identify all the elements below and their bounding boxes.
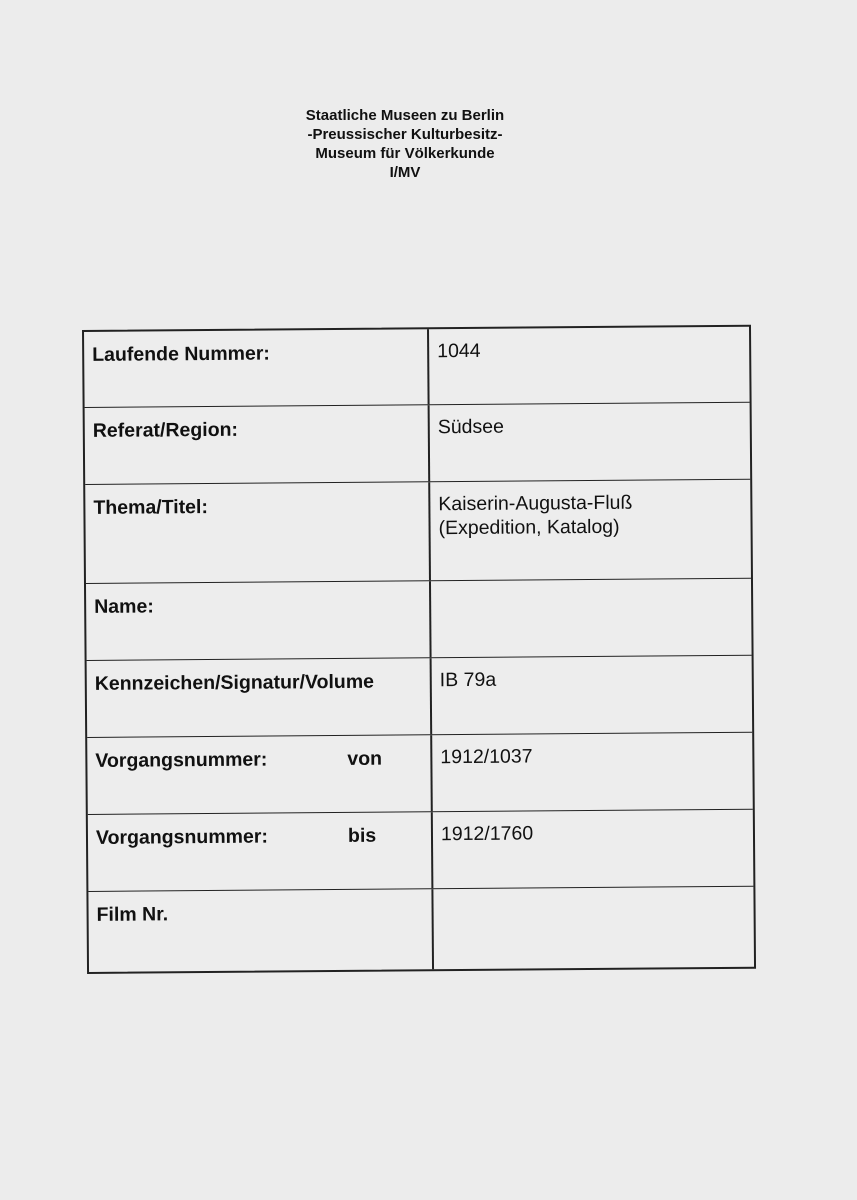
value-kennzeichen: IB 79a	[439, 668, 497, 692]
table-row-name	[86, 579, 752, 661]
value-thema-titel	[430, 480, 751, 581]
label-thema-titel: Thema/Titel:	[85, 482, 431, 583]
label-laufende-nummer: Laufende Nummer:	[84, 329, 430, 407]
label-vorgangsnummer-von	[87, 735, 433, 814]
label-kennzeichen: Kennzeichen/Signatur/Volume	[87, 658, 433, 737]
label-vorgangsnummer-bis	[88, 812, 434, 891]
value-laufende-nummer: 1044	[437, 339, 481, 363]
table-row-film-nr	[88, 887, 754, 972]
record-table	[82, 325, 756, 974]
table-row-referat-region	[85, 403, 751, 485]
value-name	[431, 579, 752, 658]
header-line-3: Museum für Völkerkunde	[315, 145, 495, 162]
label-name: Name:	[86, 581, 432, 660]
label-referat-region: Referat/Region:	[85, 405, 431, 484]
label-film-nr: Film Nr.	[88, 889, 434, 972]
value-thema-titel-line-1: Kaiserin-Augusta-Fluß	[438, 491, 633, 516]
table-row-laufende-nummer	[84, 327, 750, 408]
value-vorgangsnummer-bis: 1912/1760	[440, 822, 534, 846]
table-row-vorgangsnummer-von	[87, 733, 753, 815]
label-vorgangsnummer-von-text: Vorgangsnummer:	[95, 748, 268, 772]
label-suffix-von: von	[347, 747, 383, 770]
value-thema-titel-line-2: (Expedition, Katalog)	[438, 515, 620, 540]
value-vorgangsnummer-von: 1912/1037	[440, 745, 533, 769]
institution-header	[0, 106, 810, 182]
header-line-2: -Preussischer Kulturbesitz-	[307, 126, 503, 143]
label-suffix-bis: bis	[347, 824, 377, 847]
table-row-thema-titel	[85, 480, 751, 584]
table-row-kennzeichen	[87, 656, 753, 738]
label-vorgangsnummer-bis-text: Vorgangsnummer:	[95, 825, 268, 849]
table-row-vorgangsnummer-bis	[88, 810, 754, 892]
value-referat-region: Südsee	[437, 415, 504, 439]
header-line-4: I/MV	[389, 164, 421, 181]
header-line-1: Staatliche Museen zu Berlin	[305, 107, 505, 124]
value-film-nr	[433, 887, 754, 970]
